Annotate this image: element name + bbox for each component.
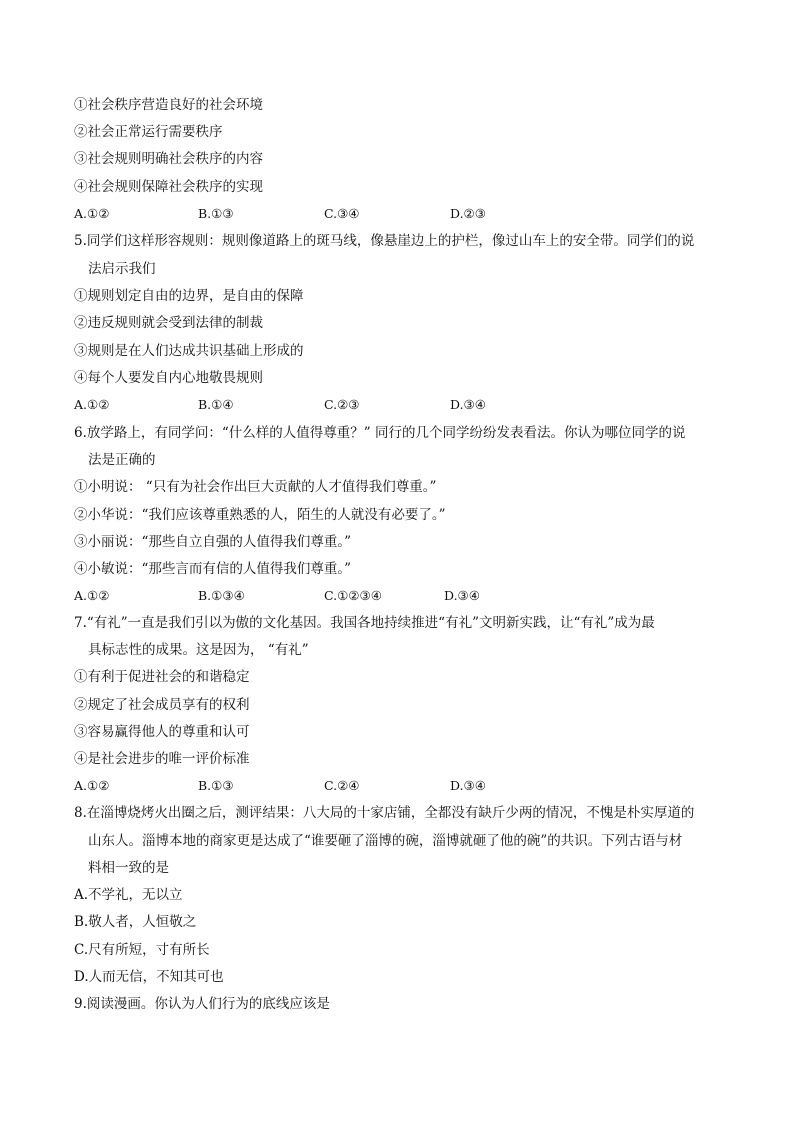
q7-stem-line-2: 具标志性的成果。这是因为， “有礼” <box>88 642 309 658</box>
q5-option-c: C.②③ <box>324 397 360 412</box>
q6-stem-line-1: 6.放学路上，有同学问：“什么样的人值得尊重？” 同行的几个同学纷纷发表看法。你认为哪位同学的说 <box>74 425 686 441</box>
q7-option-c: C.②④ <box>324 778 360 793</box>
q4-item-2: ②社会正常运行需要秩序 <box>74 124 223 140</box>
q4-item-1: ①社会秩序营造良好的社会环境 <box>74 97 263 113</box>
q6-item-1: ①小明说： “只有为社会作出巨大贡献的人才值得我们尊重。” <box>74 479 437 495</box>
q7-item-4: ④是社会进步的唯一评价标准 <box>74 751 250 767</box>
q9-stem: 9.阅读漫画。你认为人们行为的底线应该是 <box>74 996 330 1012</box>
q6-item-2: ②小华说：“我们应该尊重熟悉的人，陌生的人就没有必要了。” <box>74 507 446 523</box>
q8-option-a: A.不学礼，无以立 <box>74 887 183 903</box>
q4-option-a: A.①② <box>74 206 110 221</box>
q6-item-3: ③小丽说：“那些自立自强的人值得我们尊重。” <box>74 534 352 550</box>
q7-item-2: ②规定了社会成员享有的权利 <box>74 697 250 713</box>
q4-option-d: D.②③ <box>450 206 486 221</box>
q6-option-c: C.①②③④ <box>324 588 382 603</box>
q4-item-3: ③社会规则明确社会秩序的内容 <box>74 151 263 167</box>
q7-option-b: B.①③ <box>198 778 234 793</box>
q6-item-4: ④小敏说：“那些言而有信的人值得我们尊重。” <box>74 561 352 577</box>
q8-option-d: D.人而无信，不知其可也 <box>74 969 224 985</box>
q6-option-d: D.③④ <box>444 588 480 603</box>
q7-item-3: ③容易赢得他人的尊重和认可 <box>74 724 250 740</box>
q8-option-b: B.敬人者，人恒敬之 <box>74 914 197 930</box>
q7-option-a: A.①② <box>74 778 110 793</box>
q5-item-4: ④每个人要发自内心地敬畏规则 <box>74 370 263 386</box>
q5-option-b: B.①④ <box>198 397 234 412</box>
q8-stem-line-3: 料相一致的是 <box>88 860 169 876</box>
q5-stem-line-1: 5.同学们这样形容规则：规则像道路上的斑马线，像悬崖边上的护栏，像过山车上的安全带。同学们的说 <box>74 233 695 249</box>
q8-stem-line-1: 8.在淄博烧烤火出圈之后，测评结果：八大局的十家店铺，全都没有缺斤少两的情况，不愧是朴实厚道的 <box>74 805 695 821</box>
q5-item-3: ③规则是在人们达成共识基础上形成的 <box>74 343 304 359</box>
q4-item-4: ④社会规则保障社会秩序的实现 <box>74 179 263 195</box>
q7-option-d: D.③④ <box>450 778 486 793</box>
q5-option-a: A.①② <box>74 397 110 412</box>
q7-stem-line-1: 7.“有礼”一直是我们引以为傲的文化基因。我国各地持续推进“有礼”文明新实践，让“有礼”成为最 <box>74 615 655 631</box>
q7-item-1: ①有利于促进社会的和谐稳定 <box>74 669 250 685</box>
q5-option-d: D.③④ <box>450 397 486 412</box>
q4-option-c: C.③④ <box>324 206 360 221</box>
q6-stem-line-2: 法是正确的 <box>88 452 156 468</box>
q6-option-b: B.①③④ <box>198 588 245 603</box>
q5-item-1: ①规则划定自由的边界，是自由的保障 <box>74 288 304 304</box>
q4-option-b: B.①③ <box>198 206 234 221</box>
q6-option-a: A.①② <box>74 588 110 603</box>
q8-stem-line-2: 山东人。淄博本地的商家更是达成了“谁要砸了淄博的碗，淄博就砸了他的碗”的共识。下列古语与材 <box>88 833 683 849</box>
q5-item-2: ②违反规则就会受到法律的制裁 <box>74 315 263 331</box>
q5-stem-line-2: 法启示我们 <box>88 261 156 277</box>
q8-option-c: C.尺有所短，寸有所长 <box>74 942 210 958</box>
